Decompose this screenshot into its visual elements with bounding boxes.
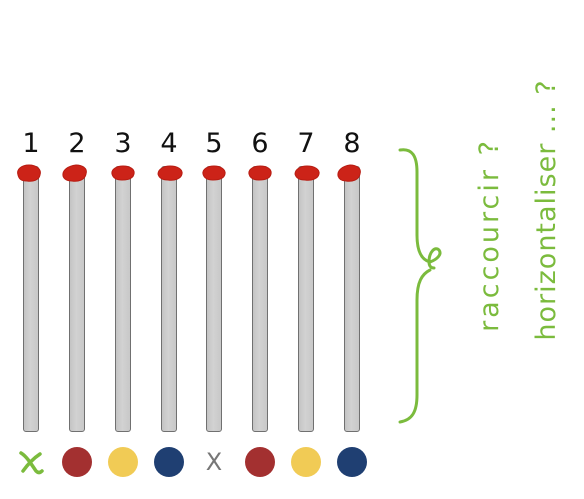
column-number-2: 2 (68, 128, 86, 159)
tube-5 (206, 166, 222, 432)
column-number-3: 3 (114, 128, 132, 159)
red-stopper-1 (15, 162, 43, 184)
note-horizontaliser: horizontaliser ... ? (531, 79, 562, 341)
tube-2 (69, 166, 85, 432)
tube-1 (23, 166, 39, 432)
marker-4 (154, 447, 184, 477)
blue-dot (337, 447, 367, 477)
red-dot (245, 447, 275, 477)
red-stopper-7 (293, 162, 321, 184)
marker-2 (62, 447, 92, 477)
x-green-icon (16, 447, 46, 477)
marker-3 (108, 447, 138, 477)
column-number-8: 8 (343, 128, 361, 159)
tube-3 (115, 166, 131, 432)
column-number-1: 1 (22, 128, 40, 159)
yellow-dot (291, 447, 321, 477)
marker-6 (245, 447, 275, 477)
tube-8 (344, 166, 360, 432)
red-dot (62, 447, 92, 477)
red-stopper-4 (156, 162, 184, 184)
marker-8 (337, 447, 367, 477)
yellow-dot (108, 447, 138, 477)
red-stopper-2 (61, 162, 89, 184)
note-raccourcir: raccourcir ? (474, 138, 505, 332)
marker-5 (199, 447, 229, 477)
curly-brace-annotation (390, 140, 450, 430)
red-stopper-6 (246, 162, 274, 184)
column-number-6: 6 (251, 128, 269, 159)
column-number-7: 7 (297, 128, 315, 159)
x-gray-icon: X (205, 448, 223, 476)
tube-4 (161, 166, 177, 432)
red-stopper-3 (109, 162, 137, 184)
marker-7 (291, 447, 321, 477)
red-stopper-5 (200, 162, 228, 184)
column-number-5: 5 (205, 128, 223, 159)
blue-dot (154, 447, 184, 477)
tube-7 (298, 166, 314, 432)
tube-6 (252, 166, 268, 432)
red-stopper-8 (335, 162, 363, 184)
column-number-4: 4 (160, 128, 178, 159)
